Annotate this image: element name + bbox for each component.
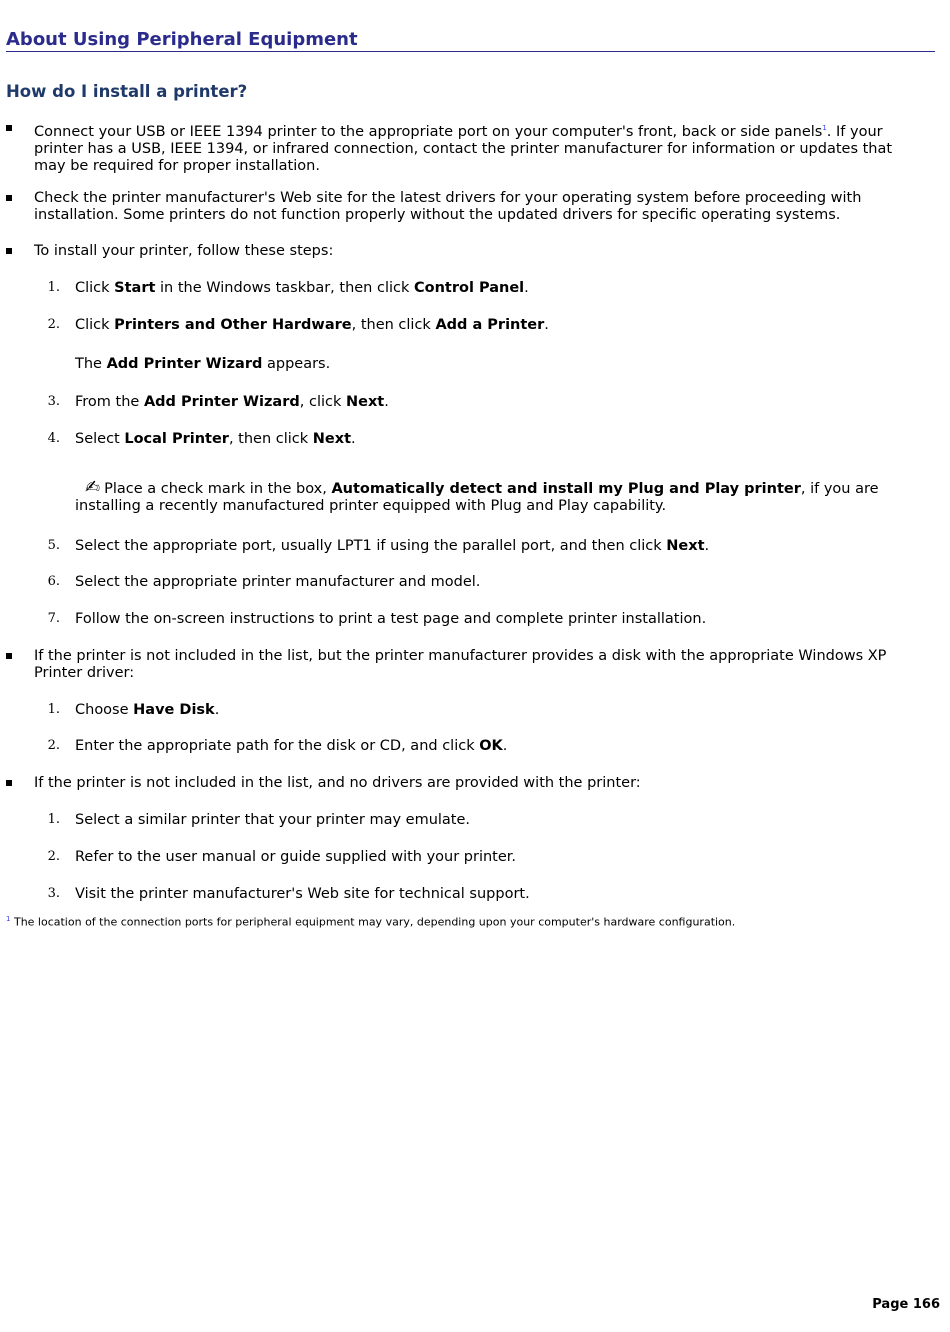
footnote-mark: 1 [6,915,11,923]
bullet-marker [6,653,12,659]
bullet-marker [6,125,12,131]
page-title: About Using Peripheral Equipment [6,29,935,52]
bullet-check-drivers: Check the printer manufacturer's Web site for the latest drivers for your operating system before proceeding with installation. Some printers do not function properly without the updated drivers for specific operating systems. [34,190,862,223]
step-visit-website: Visit the printer manufacturer's Web site for technical support. [75,886,530,902]
bullet-install-steps: To install your printer, follow these steps: [34,243,334,259]
step-2-result: The Add Printer Wizard appears. [75,356,331,372]
step-enter-path: Enter the appropriate path for the disk or CD, and click OK. [75,738,508,754]
step-number: 3. [47,394,60,409]
step-number: 4. [47,431,60,446]
bullet-no-drivers: If the printer is not included in the list, and no drivers are provided with the printer: [34,775,641,791]
step-number: 7. [47,611,60,626]
step-number: 2. [47,317,60,332]
section-heading: How do I install a printer? [6,82,248,101]
step-7: Follow the on-screen instructions to print a test page and complete printer installation. [75,611,707,627]
step-2: Click Printers and Other Hardware, then click Add a Printer. [75,317,549,333]
step-number: 1. [47,702,60,717]
step-5: Select the appropriate port, usually LPT1 if using the parallel port, and then click Next. [75,538,710,554]
bullet-marker [6,195,12,201]
bullet-marker [6,248,12,254]
page-number: Page 166 [872,1297,940,1312]
step-number: 2. [47,738,60,753]
step-6: Select the appropriate printer manufacturer and model. [75,574,481,590]
step-number: 3. [47,886,60,901]
footnote-text: The location of the connection ports for peripheral equipment may vary, depending upon your computer's hardware configuration. [13,915,736,929]
footnote [6,912,906,930]
step-refer-manual: Refer to the user manual or guide supplied with your printer. [75,849,517,865]
step-similar-printer: Select a similar printer that your printer may emulate. [75,812,471,828]
bullet-marker [6,780,12,786]
step-number: 2. [47,849,60,864]
step-4: Select Local Printer, then click Next. [75,431,356,447]
note-plug-and-play: ✍ Place a check mark in the box, Automatically detect and install my Plug and Play printer, if you are installing a recently manufactured printer equipped with Plug and Play capability. [75,477,879,514]
step-1: Click Start in the Windows taskbar, then click Control Panel. [75,280,529,296]
bullet-have-disk: If the printer is not included in the list, but the printer manufacturer provides a disk with the appropriate Windows XP Printer driver: [34,648,887,681]
bullet-connect-printer: Connect your USB or IEEE 1394 printer to the appropriate port on your computer's front, back or side panels$^1$. If your printer has a USB, IEEE 1394, or infrared connection, contact the printer manufacturer for information or updates that may be required for proper installation. [34,123,893,174]
step-number: 5. [47,538,60,553]
step-3: From the Add Printer Wizard, click Next. [75,394,389,410]
step-number: 6. [47,574,60,589]
note-pen-icon: ✍ [85,477,101,498]
step-number: 1. [47,280,60,295]
step-number: 1. [47,812,60,827]
step-choose-have-disk: Choose Have Disk. [75,702,220,718]
footnote-link[interactable]: 1 [822,124,827,132]
